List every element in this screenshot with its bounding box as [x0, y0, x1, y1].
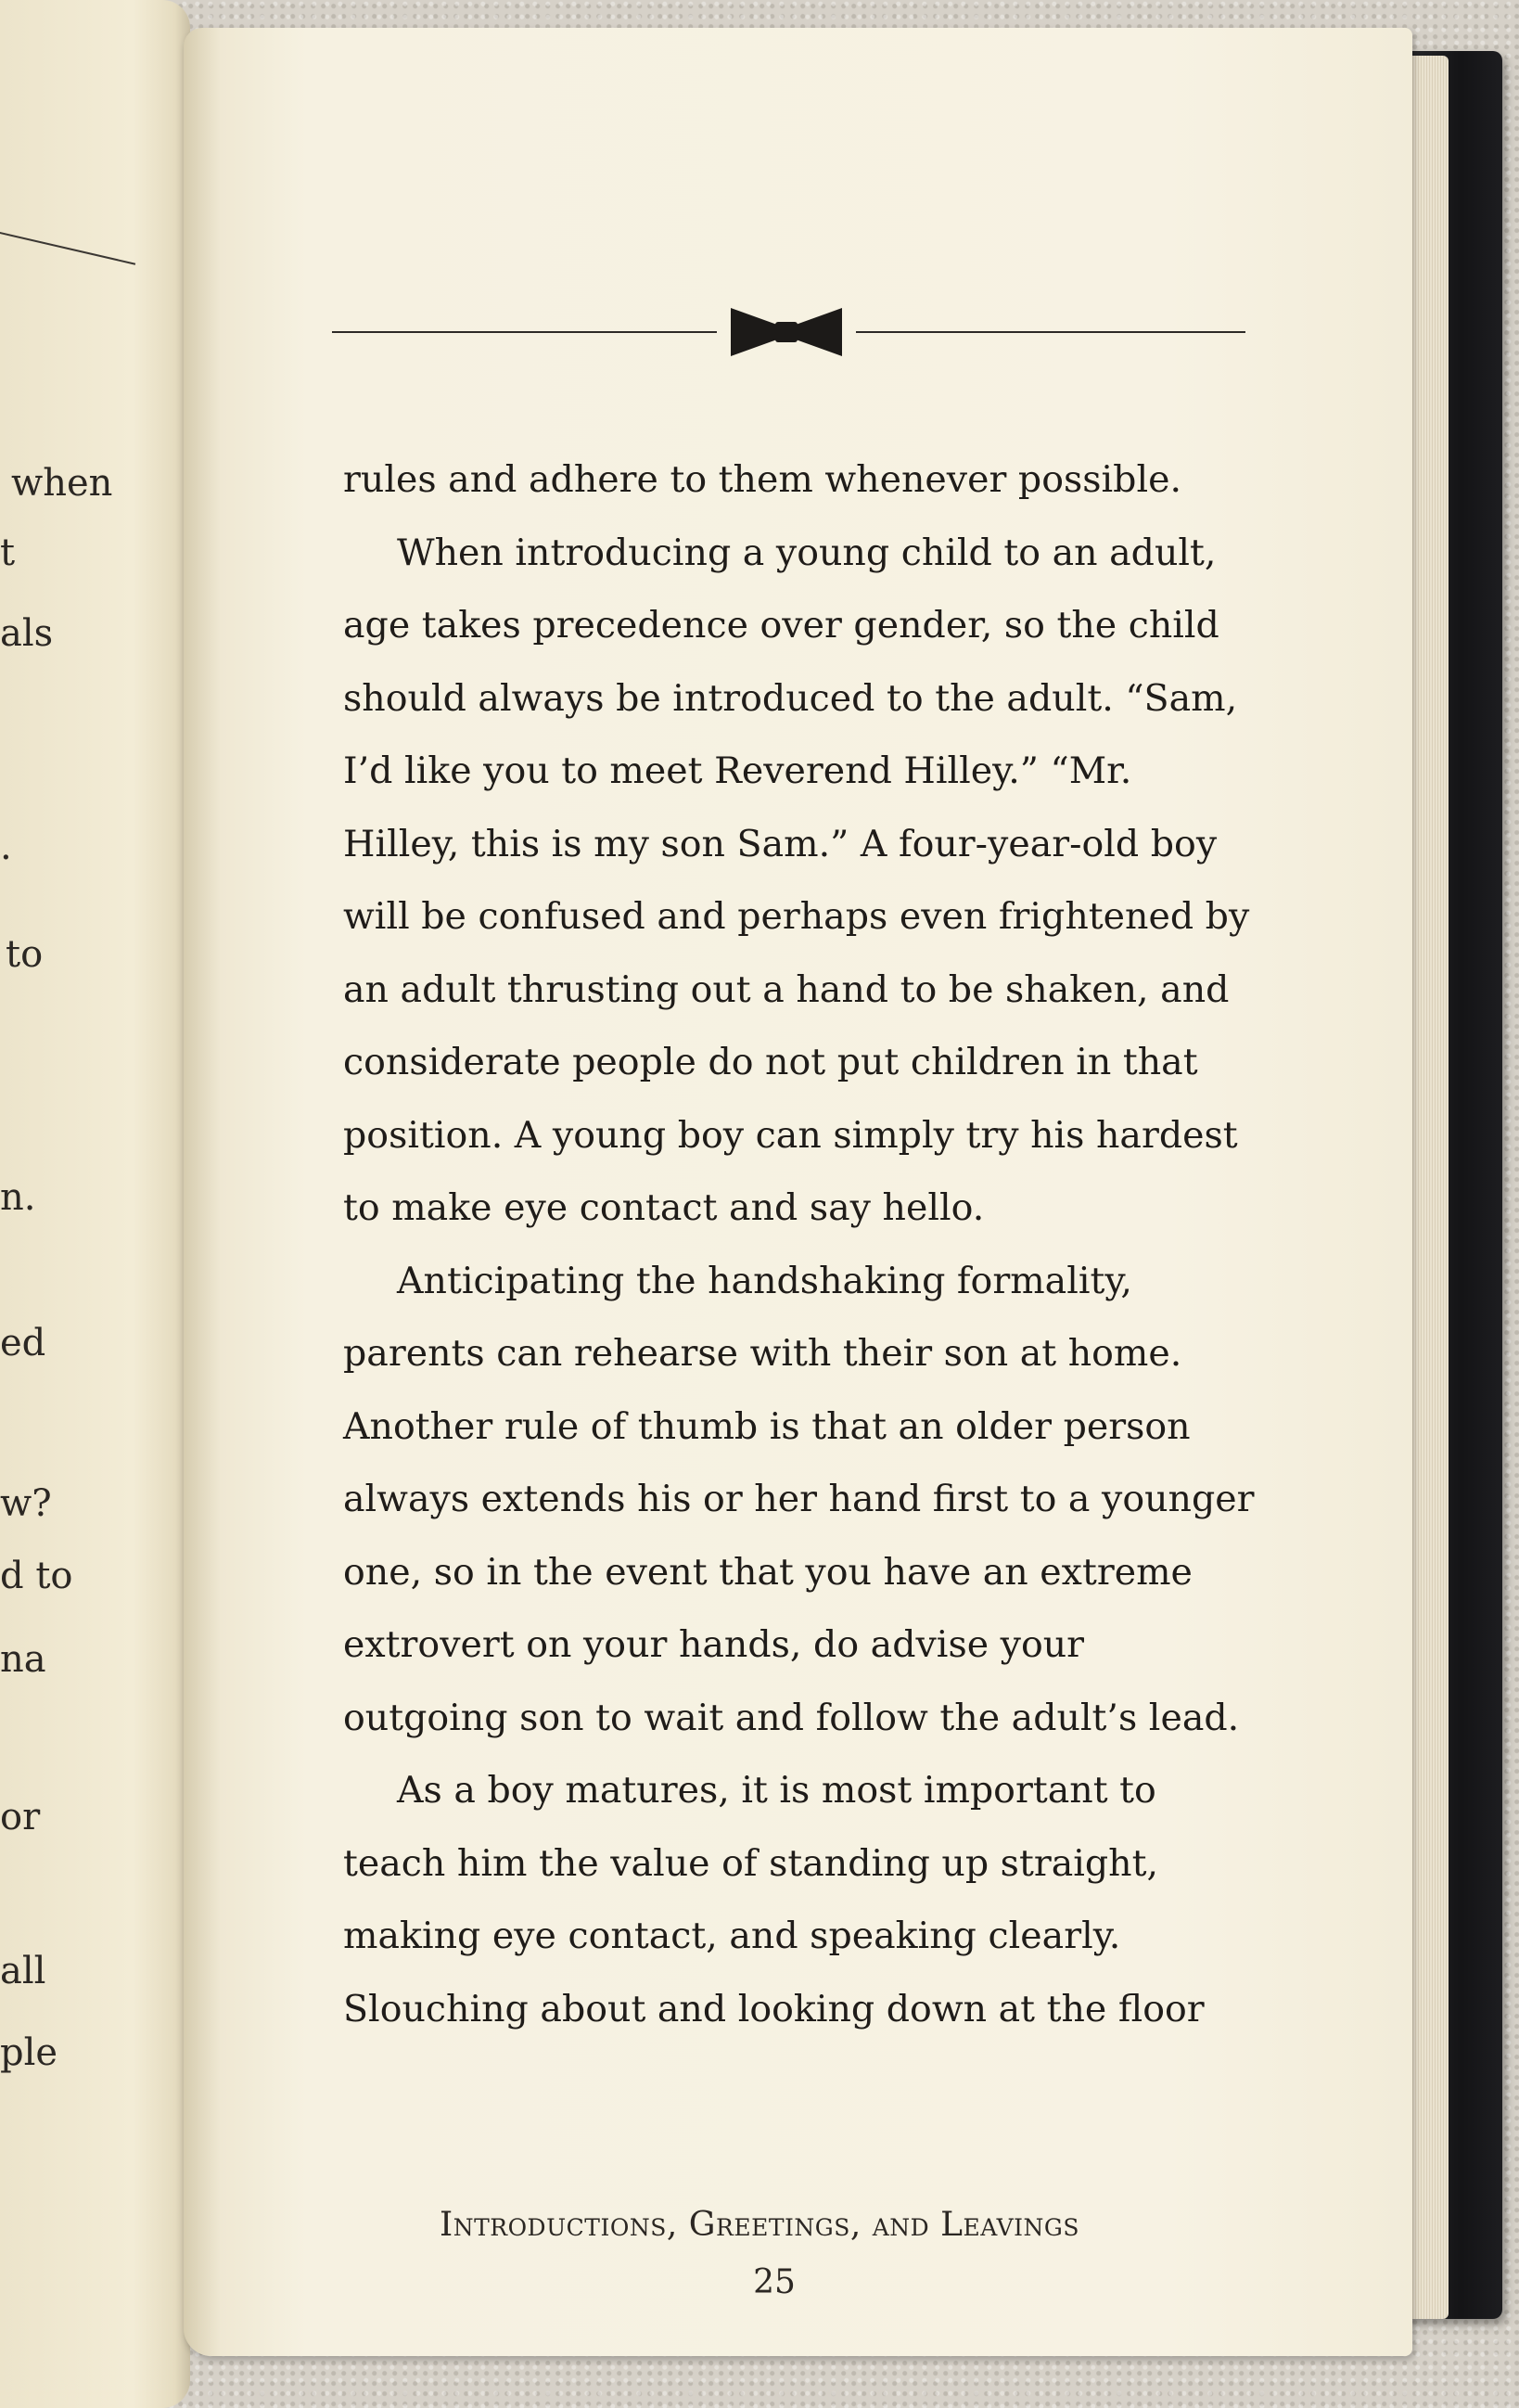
left-page-rule [0, 232, 135, 265]
text-line: position. A young boy can simply try his hardest [343, 1113, 1238, 1157]
bowtie-icon [731, 306, 842, 358]
left-page-fragment: als [0, 612, 54, 655]
text-line: Anticipating the handshaking formality, [397, 1259, 1132, 1302]
left-page-fragment: to [6, 933, 44, 976]
text-line: Slouching about and looking down at the floor [343, 1987, 1205, 2030]
page-number: 25 [753, 2263, 796, 2301]
text-line: I’d like you to meet Reverend Hilley.” “Mr. [343, 749, 1132, 792]
text-line: to make eye contact and say hello. [343, 1186, 985, 1229]
text-line: age takes precedence over gender, so the child [343, 604, 1219, 647]
left-page-fragment: when [11, 462, 113, 505]
text-line: As a boy matures, it is most important to [397, 1769, 1156, 1812]
text-line: considerate people do not put children in that [343, 1041, 1198, 1083]
ornament-rule-right [856, 331, 1245, 333]
left-page-fragment: or [0, 1796, 41, 1838]
body-text [343, 443, 1255, 2045]
running-footer: Introductions, Greetings, and Leavings [439, 2206, 1080, 2244]
text-line: rules and adhere to them whenever possible. [343, 458, 1182, 501]
text-line: always extends his or her hand first to a younger [343, 1478, 1255, 1520]
text-line: should always be introduced to the adult. “Sam, [343, 676, 1238, 720]
chapter-ornament [332, 306, 1245, 358]
left-page-fragment: . [0, 826, 12, 868]
text-line: extrovert on your hands, do advise your [343, 1623, 1085, 1666]
text-line: outgoing son to wait and follow the adult’s lead. [343, 1696, 1240, 1739]
text-line: Hilley, this is my son Sam.” A four-year-old boy [343, 822, 1218, 865]
left-page-fragment: na [0, 1638, 46, 1681]
left-page-fragment: all [0, 1950, 46, 1992]
text-line: Another rule of thumb is that an older person [343, 1404, 1191, 1448]
ornament-rule-left [332, 331, 717, 333]
text-line: making eye contact, and speaking clearly. [343, 1915, 1121, 1957]
text-line: parents can rehearse with their son at home. [343, 1332, 1182, 1375]
text-line: will be confused and perhaps even frightened by [343, 895, 1250, 938]
left-page-fragment: t [0, 532, 16, 574]
left-page [0, 0, 190, 2408]
text-line: When introducing a young child to an adult, [397, 531, 1217, 574]
left-page-fragment: ed [0, 1322, 46, 1364]
left-page-fragment: n. [0, 1176, 36, 1219]
left-page-fragment: ple [0, 2031, 58, 2074]
left-page-fragment: d to [0, 1555, 73, 1597]
text-line: an adult thrusting out a hand to be shaken, and [343, 967, 1230, 1011]
left-page-fragment: w? [0, 1482, 52, 1525]
text-line: teach him the value of standing up straight, [343, 1841, 1159, 1885]
text-line: one, so in the event that you have an extreme [343, 1550, 1193, 1594]
